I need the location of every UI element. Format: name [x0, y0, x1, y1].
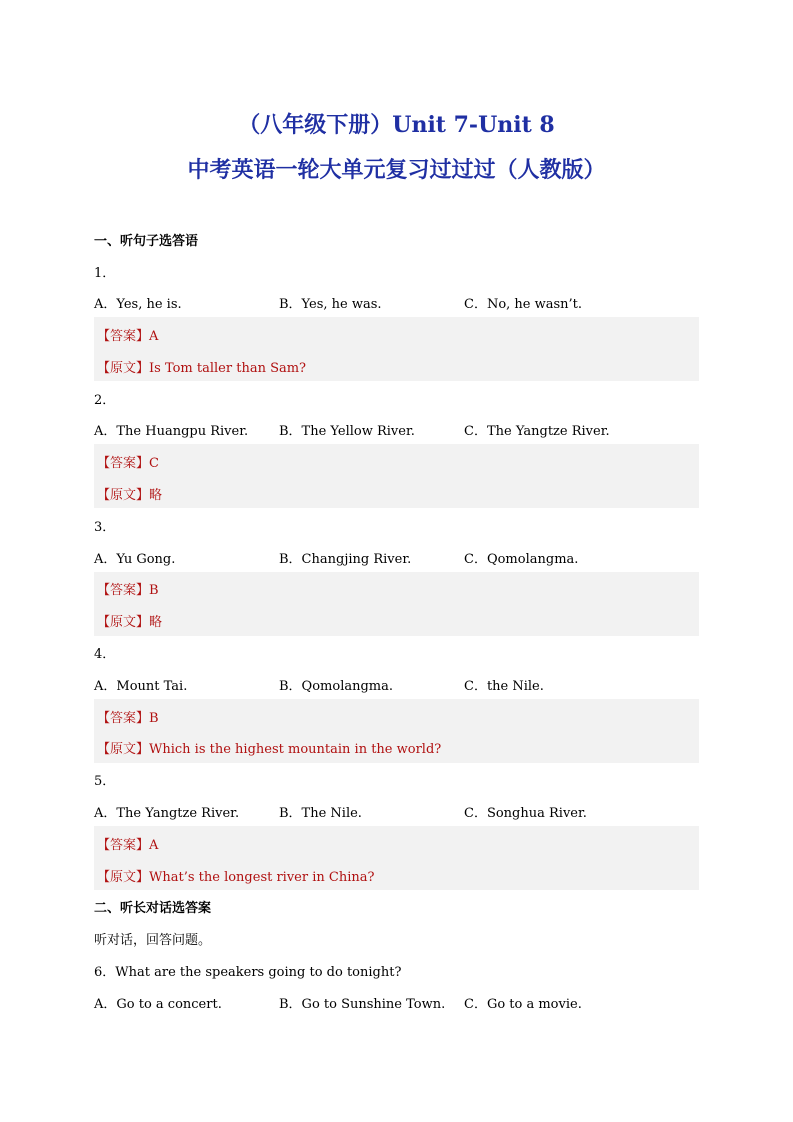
answer-box	[94, 444, 699, 508]
transcript-line: 【原文】Is Tom taller than Sam?	[97, 361, 307, 376]
option-a: A．Yu Gong.	[94, 552, 176, 567]
option-a: A．The Huangpu River.	[94, 424, 249, 439]
option-c: C．The Yangtze River.	[464, 424, 610, 439]
option-b: B．Go to Sunshine Town.	[279, 997, 446, 1012]
answer-line: 【答案】C	[97, 456, 159, 471]
section-heading-2: 二、听长对话选答案	[94, 901, 212, 916]
answer-line: 【答案】A	[97, 838, 159, 853]
option-c: C．No, he wasn’t.	[464, 297, 583, 312]
transcript-line: 【原文】What’s the longest river in China?	[97, 870, 375, 885]
question-number: 1．	[94, 266, 116, 281]
transcript-line: 【原文】略	[97, 615, 163, 630]
question-number: 2．	[94, 393, 116, 408]
document-title-line-2: 中考英语一轮大单元复习过过过（人教版）	[187, 157, 606, 183]
transcript-line: 【原文】略	[97, 488, 163, 503]
transcript-line: 【原文】Which is the highest mountain in the world?	[97, 742, 442, 757]
question-number: 3．	[94, 520, 116, 535]
option-b: B．The Yellow River.	[279, 424, 415, 439]
option-a: A．Yes, he is.	[94, 297, 182, 312]
option-b: B．The Nile.	[279, 806, 362, 821]
question-number: 4．	[94, 647, 116, 662]
section-heading-1: 一、听句子选答语	[94, 234, 199, 249]
answer-line: 【答案】A	[97, 329, 159, 344]
option-c: C．Songhua River.	[464, 806, 587, 821]
answer-box	[94, 572, 699, 636]
option-b: B．Qomolangma.	[279, 679, 394, 694]
question-stem: 6．What are the speakers going to do tonight?	[94, 965, 402, 980]
document-title-line-1: （八年级下册）Unit 7-Unit 8	[238, 112, 555, 138]
option-a: A．The Yangtze River.	[94, 806, 240, 821]
answer-line: 【答案】B	[97, 583, 159, 598]
answer-line: 【答案】B	[97, 711, 159, 726]
section-instruction: 听对话，回答问题。	[94, 933, 212, 948]
option-c: C．the Nile.	[464, 679, 544, 694]
option-a: A．Mount Tai.	[94, 679, 188, 694]
option-c: C．Qomolangma.	[464, 552, 579, 567]
option-a: A．Go to a concert.	[94, 997, 222, 1012]
question-number: 5．	[94, 774, 116, 789]
option-c: C．Go to a movie.	[464, 997, 582, 1012]
option-b: B．Yes, he was.	[279, 297, 382, 312]
option-b: B．Changjing River.	[279, 552, 412, 567]
